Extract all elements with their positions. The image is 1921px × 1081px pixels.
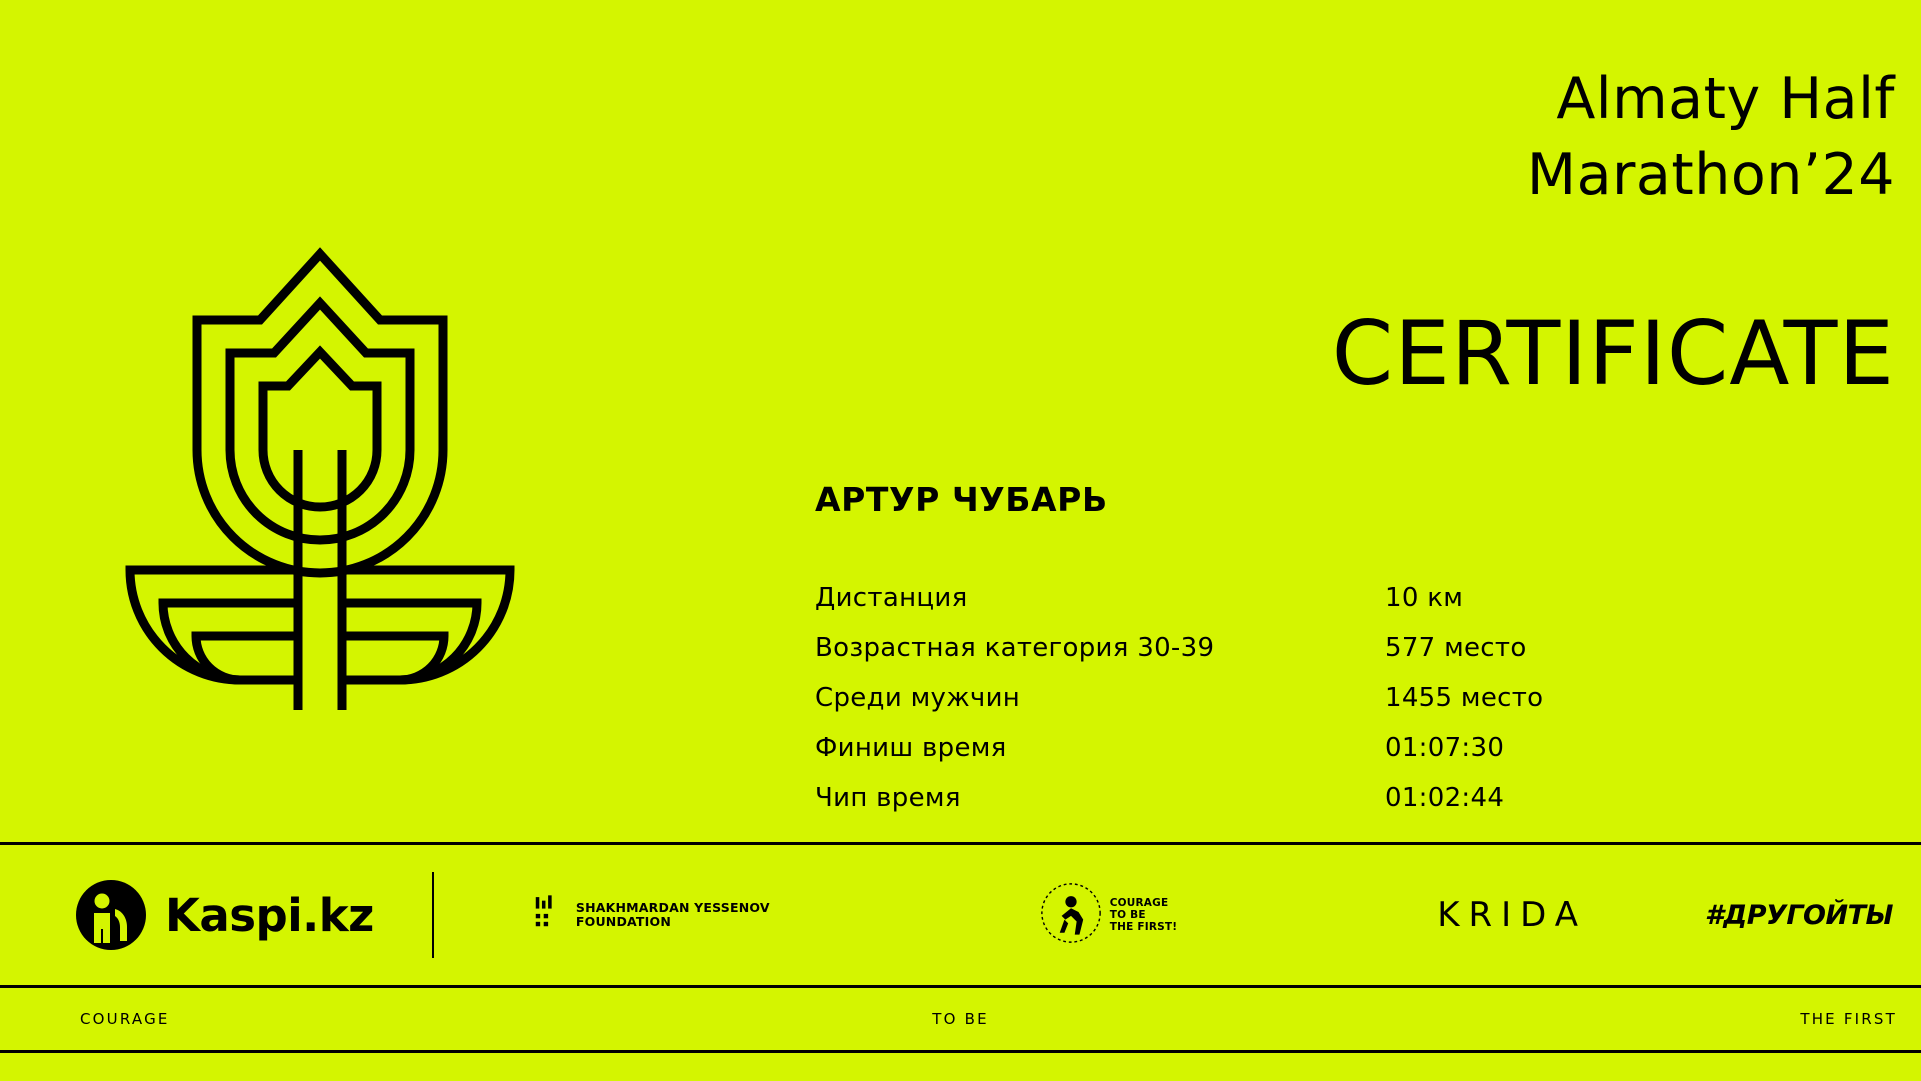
bottom-strip xyxy=(0,1053,1921,1081)
athlete-name: АРТУР ЧУБАРЬ xyxy=(815,480,1108,519)
table-row xyxy=(815,673,1625,723)
sponsor-yessenov xyxy=(534,895,770,936)
corporate-fund-label-line-2: TO BE xyxy=(1109,909,1146,921)
event-headline xyxy=(1527,62,1895,214)
result-label: Среди мужчин xyxy=(815,683,1021,713)
table-row xyxy=(815,773,1625,823)
yessenov-label-line-2: FOUNDATION xyxy=(575,914,671,929)
slogan-left: COURAGE xyxy=(80,1010,170,1028)
corporate-fund-label-line-1: COURAGE xyxy=(1109,897,1169,909)
corporate-fund-label xyxy=(1110,897,1177,933)
result-label: Возрастная категория 30-39 xyxy=(815,633,1215,663)
kaspi-logo-icon xyxy=(75,879,147,951)
sponsors-bar xyxy=(0,845,1921,985)
slogan-center: TO BE xyxy=(932,1010,989,1028)
sponsor-krida-label: KRIDA xyxy=(1437,895,1588,935)
corporate-fund-logo-icon xyxy=(1040,882,1102,949)
page-title: CERTIFICATE xyxy=(1331,302,1895,405)
event-headline-line-1: Almaty Half xyxy=(1556,66,1895,132)
table-row xyxy=(815,623,1625,673)
corporate-fund-label-line-3: THE FIRST! xyxy=(1109,921,1178,933)
yessenov-logo-icon xyxy=(534,895,564,936)
yessenov-label xyxy=(576,901,770,929)
yessenov-label-line-1: SHAKHMARDAN YESSENOV xyxy=(575,900,770,915)
sponsor-drugoity-label: #ДРУГОЙТЫ xyxy=(1704,899,1893,931)
result-value: 577 место xyxy=(1385,633,1527,663)
slogan-right: THE FIRST xyxy=(1800,1010,1897,1028)
tulip-logo-icon xyxy=(60,150,580,710)
sponsor-corporate-fund xyxy=(1040,882,1177,949)
results-table xyxy=(815,573,1625,823)
result-label: Чип время xyxy=(815,783,961,813)
table-row xyxy=(815,723,1625,773)
result-value: 1455 место xyxy=(1385,683,1544,713)
event-headline-line-2: Marathon’24 xyxy=(1526,141,1895,208)
result-value: 10 км xyxy=(1385,583,1464,613)
kaspi-label: Kaspi.kz xyxy=(165,888,374,942)
table-row xyxy=(815,573,1625,623)
sponsor-kaspi xyxy=(75,879,374,951)
result-value: 01:07:30 xyxy=(1385,733,1505,763)
sponsor-divider xyxy=(432,872,434,958)
result-label: Финиш время xyxy=(815,733,1007,763)
result-label: Дистанция xyxy=(815,583,968,613)
slogan-bar xyxy=(0,988,1921,1050)
result-value: 01:02:44 xyxy=(1385,783,1505,813)
